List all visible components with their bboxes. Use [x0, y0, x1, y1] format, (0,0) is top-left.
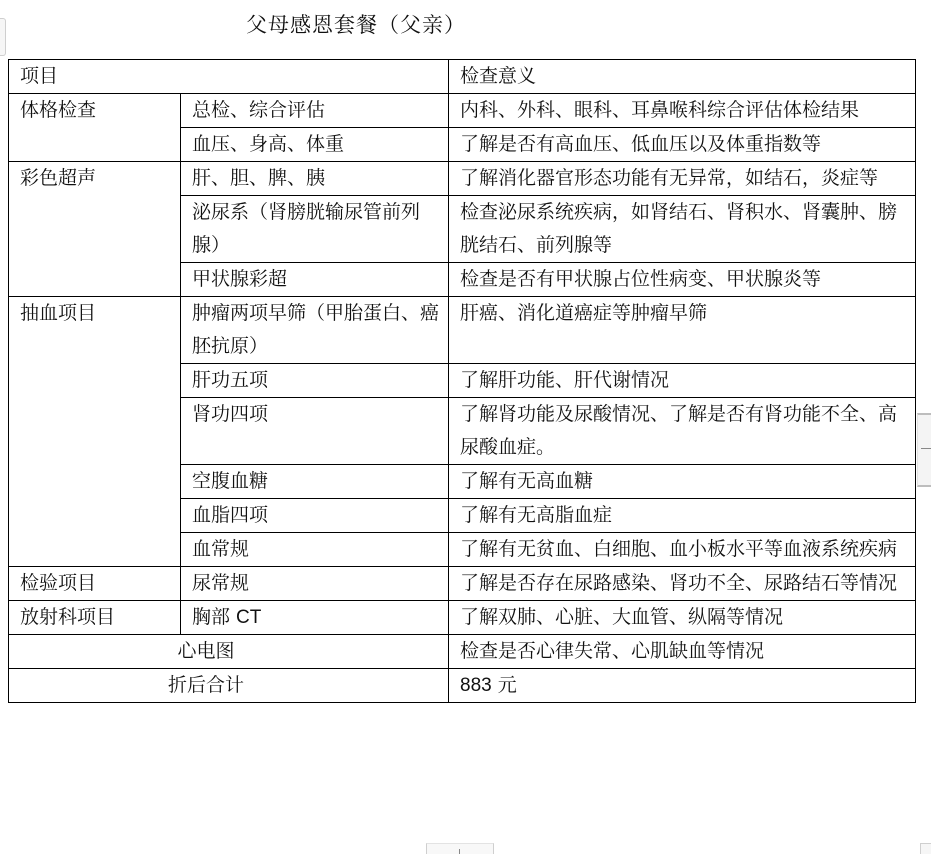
item-cell: 甲状腺彩超 — [181, 263, 449, 297]
meaning-cell: 了解消化器官形态功能有无异常，如结石，炎症等 — [449, 162, 916, 196]
item-cell: 肾功四项 — [181, 398, 449, 465]
meaning-cell: 了解有无贫血、白细胞、血小板水平等血液系统疾病 — [449, 533, 916, 567]
meaning-cell: 了解有无高脂血症 — [449, 499, 916, 533]
meaning-cell: 了解有无高血糖 — [449, 465, 916, 499]
header-item: 项目 — [9, 60, 449, 94]
total-amount: 883 — [460, 675, 492, 696]
header-meaning: 检查意义 — [449, 60, 916, 94]
ecg-row — [9, 635, 916, 669]
item-cell: 泌尿系（肾膀胱输尿管前列腺） — [181, 196, 449, 263]
ecg-meaning: 检查是否心律失常、心肌缺血等情况 — [449, 635, 916, 669]
total-value — [449, 669, 916, 703]
item-cell: 肝、胆、脾、胰 — [181, 162, 449, 196]
item-cell: 血常规 — [181, 533, 449, 567]
meaning-cell: 了解肝功能、肝代谢情况 — [449, 364, 916, 398]
item-cell: 血脂四项 — [181, 499, 449, 533]
table-row — [9, 601, 916, 635]
meaning-cell: 内科、外科、眼科、耳鼻喉科综合评估体检结果 — [449, 94, 916, 128]
ecg-label: 心电图 — [9, 635, 449, 669]
exam-package-table — [8, 59, 916, 703]
table-row — [9, 162, 916, 196]
item-cell: 肿瘤两项早筛（甲胎蛋白、癌胚抗原） — [181, 297, 449, 364]
total-label: 折后合计 — [9, 669, 449, 703]
right-resize-handle[interactable] — [917, 413, 931, 487]
category-cell: 放射科项目 — [9, 601, 181, 635]
category-cell: 检验项目 — [9, 567, 181, 601]
category-cell: 体格检查 — [9, 94, 181, 162]
item-cell: 空腹血糖 — [181, 465, 449, 499]
item-cell: 总检、综合评估 — [181, 94, 449, 128]
table-row — [9, 567, 916, 601]
meaning-cell: 了解是否存在尿路感染、肾功不全、尿路结石等情况 — [449, 567, 916, 601]
meaning-cell: 了解是否有高血压、低血压以及体重指数等 — [449, 128, 916, 162]
total-row — [9, 669, 916, 703]
meaning-cell: 了解双肺、心脏、大血管、纵隔等情况 — [449, 601, 916, 635]
total-unit: 元 — [491, 674, 517, 696]
table-row — [9, 297, 916, 364]
meaning-cell: 检查泌尿系统疾病，如肾结石、肾积水、肾囊肿、膀胱结石、前列腺等 — [449, 196, 916, 263]
item-cell — [181, 601, 449, 635]
category-cell: 彩色超声 — [9, 162, 181, 297]
item-cell: 肝功五项 — [181, 364, 449, 398]
bottom-resize-handle[interactable] — [426, 843, 494, 854]
meaning-cell: 了解肾功能及尿酸情况、了解是否有肾功能不全、高尿酸血症。 — [449, 398, 916, 465]
corner-resize-handle[interactable] — [920, 843, 931, 854]
category-cell: 抽血项目 — [9, 297, 181, 567]
item-text-ct: CT — [236, 607, 262, 628]
page-title: 父母感恩套餐（父亲） — [246, 13, 466, 37]
meaning-cell: 肝癌、消化道癌症等肿瘤早筛 — [449, 297, 916, 364]
item-text: 胸部 — [192, 606, 237, 628]
table-header-row — [9, 60, 916, 94]
item-cell: 尿常规 — [181, 567, 449, 601]
meaning-cell: 检查是否有甲状腺占位性病变、甲状腺炎等 — [449, 263, 916, 297]
item-cell: 血压、身高、体重 — [181, 128, 449, 162]
table-row — [9, 94, 916, 128]
